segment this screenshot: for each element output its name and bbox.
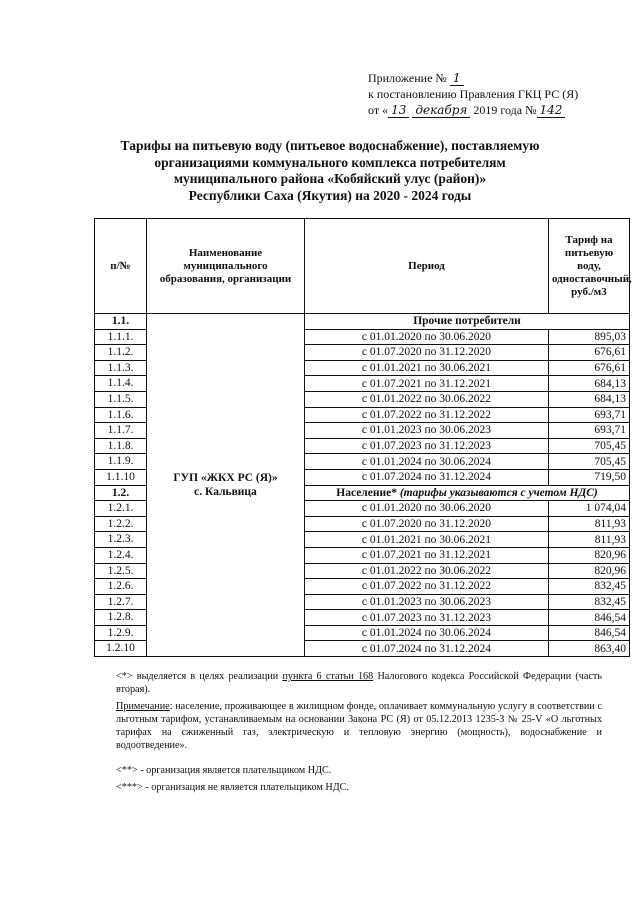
row-number: 1.1.1. — [95, 329, 147, 345]
row-number: 1.1.9. — [95, 454, 147, 470]
row-period: с 01.01.2024 по 30.06.2024 — [305, 625, 549, 641]
row-number: 1.1.4. — [95, 376, 147, 392]
appendix-date-prefix: от — [368, 103, 380, 117]
row-period: с 01.01.2023 по 30.06.2023 — [305, 423, 549, 439]
row-tariff-value: 811,93 — [549, 532, 630, 548]
footnote-three-star: <***> - организация не является плательщиком НДС. — [116, 782, 350, 793]
group-label — [305, 485, 630, 501]
row-number: 1.2.5. — [95, 563, 147, 579]
row-period: с 01.01.2020 по 30.06.2020 — [305, 501, 549, 517]
row-tariff-value: 846,54 — [549, 625, 630, 641]
row-period: с 01.07.2022 по 31.12.2022 — [305, 407, 549, 423]
appendix-month: декабря — [412, 103, 470, 118]
row-number: 1.2.7. — [95, 594, 147, 610]
remark-text: : население, проживающее в жилищном фонде, оплачивает коммунальную услугу в соответствии с льготным тарифом, устанавливаемым на основании Закона РС (Я) от 05.12.2013 1235-З № 25-V «О льготных тарифах на сжиженный газ, электрическую и тепловую энергию (мощность), водоснабжение и водоотведение». — [116, 701, 602, 751]
row-number: 1.2.2. — [95, 516, 147, 532]
row-tariff-value: 705,45 — [549, 454, 630, 470]
footnote-two-star: <**> - организация является плательщиком НДС. — [116, 765, 332, 776]
row-tariff-value: 693,71 — [549, 423, 630, 439]
row-period: с 01.07.2022 по 31.12.2022 — [305, 579, 549, 595]
row-number: 1.2.4. — [95, 547, 147, 563]
appendix-line-1 — [368, 70, 630, 86]
title-line-2: организациями коммунального комплекса потребителям — [154, 154, 506, 170]
row-period: с 01.07.2021 по 31.12.2021 — [305, 376, 549, 392]
appendix-year: 2019 года — [473, 103, 523, 117]
row-number: 1.2.1. — [95, 501, 147, 517]
group-row — [95, 314, 630, 330]
appendix-day: 13 — [388, 103, 409, 118]
row-period: с 01.07.2021 по 31.12.2021 — [305, 547, 549, 563]
footnotes — [116, 670, 602, 798]
header-num: п/№ — [95, 219, 147, 314]
tax-code-link[interactable]: пункта 6 статьи 168 — [282, 671, 374, 682]
row-tariff-value: 693,71 — [549, 407, 630, 423]
row-period: с 01.01.2021 по 30.06.2021 — [305, 532, 549, 548]
row-number: 1.2.3. — [95, 532, 147, 548]
group-number: 1.1. — [95, 314, 147, 330]
header-period: Период — [305, 219, 549, 314]
row-period: с 01.01.2021 по 30.06.2021 — [305, 360, 549, 376]
row-tariff-value: 676,61 — [549, 345, 630, 361]
tariff-table — [94, 218, 630, 657]
footnote-star-suffix: Налогового кодекса Российской Федерации (часть вторая). — [116, 671, 603, 695]
header-tariff: Тариф на питьевую воду, одноставочный, руб./м3 — [549, 219, 630, 314]
appendix-line-2: к постановлению Правления ГКЦ РС (Я) — [368, 87, 579, 101]
row-period: с 01.07.2024 по 31.12.2024 — [305, 469, 549, 485]
row-tariff-value: 832,45 — [549, 594, 630, 610]
row-number: 1.2.9. — [95, 625, 147, 641]
row-tariff-value: 832,45 — [549, 579, 630, 595]
remark — [116, 700, 602, 752]
row-number: 1.1.5. — [95, 391, 147, 407]
group-label-note: (тарифы указываются с учетом НДС) — [399, 486, 598, 499]
row-tariff-value: 863,40 — [549, 641, 630, 657]
row-number: 1.1.10 — [95, 469, 147, 485]
row-tariff-value: 676,61 — [549, 360, 630, 376]
row-period: с 01.07.2020 по 31.12.2020 — [305, 516, 549, 532]
document-title — [60, 138, 600, 204]
row-tariff-value: 705,45 — [549, 438, 630, 454]
row-number: 1.1.6. — [95, 407, 147, 423]
title-line-1: Тарифы на питьевую воду (питьевое водоснабжение), поставляемую — [120, 138, 540, 153]
table-header-row — [95, 219, 630, 314]
appendix-label: Приложение № — [368, 71, 447, 85]
appendix-date-quote: « — [382, 103, 389, 117]
row-number: 1.2.8. — [95, 610, 147, 626]
row-tariff-value: 719,50 — [549, 469, 630, 485]
row-period: с 01.01.2020 по 30.06.2020 — [305, 329, 549, 345]
organization-locality: с. Кальвица — [194, 486, 257, 499]
appendix-header — [368, 70, 630, 118]
row-tariff-value: 1 074,04 — [549, 501, 630, 517]
row-tariff-value: 811,93 — [549, 516, 630, 532]
row-number: 1.2.6. — [95, 579, 147, 595]
row-tariff-value: 895,03 — [549, 329, 630, 345]
remark-label: Примечание — [116, 701, 170, 712]
row-period: с 01.01.2022 по 30.06.2022 — [305, 391, 549, 407]
row-period: с 01.07.2023 по 31.12.2023 — [305, 610, 549, 626]
tariff-table-body — [95, 219, 630, 657]
row-period: с 01.01.2024 по 30.06.2024 — [305, 454, 549, 470]
row-period: с 01.07.2020 по 31.12.2020 — [305, 345, 549, 361]
row-number: 1.1.3. — [95, 360, 147, 376]
row-tariff-value: 820,96 — [549, 547, 630, 563]
organization-cell — [147, 314, 305, 657]
title-line-4: Республики Саха (Якутия) на 2020 - 2024 годы — [188, 187, 472, 203]
group-label-main: Население* — [336, 486, 397, 499]
appendix-line-3 — [368, 102, 630, 118]
title-line-3: муниципального района «Кобяйский улус (район)» — [173, 171, 487, 186]
row-period: с 01.07.2024 по 31.12.2024 — [305, 641, 549, 657]
row-tariff-value: 684,13 — [549, 391, 630, 407]
row-number: 1.1.2. — [95, 345, 147, 361]
row-tariff-value: 846,54 — [549, 610, 630, 626]
group-number: 1.2. — [95, 485, 147, 501]
appendix-resolution-number: 142 — [537, 103, 566, 118]
row-tariff-value: 684,13 — [549, 376, 630, 392]
row-period: с 01.07.2023 по 31.12.2023 — [305, 438, 549, 454]
row-period: с 01.01.2023 по 30.06.2023 — [305, 594, 549, 610]
footnote-star — [116, 670, 602, 696]
group-label: Прочие потребители — [305, 314, 630, 330]
row-number: 1.1.8. — [95, 438, 147, 454]
row-number: 1.1.7. — [95, 423, 147, 439]
organization-name: ГУП «ЖКХ РС (Я)» — [173, 472, 278, 485]
row-number: 1.2.10 — [95, 641, 147, 657]
footnote-star-text: <*> выделяется в целях реализации — [116, 671, 279, 682]
appendix-number: 1 — [450, 71, 464, 86]
appendix-no-label: № — [525, 103, 537, 117]
header-organization: Наименование муниципального образования, организации — [147, 219, 305, 314]
row-tariff-value: 820,96 — [549, 563, 630, 579]
row-period: с 01.01.2022 по 30.06.2022 — [305, 563, 549, 579]
